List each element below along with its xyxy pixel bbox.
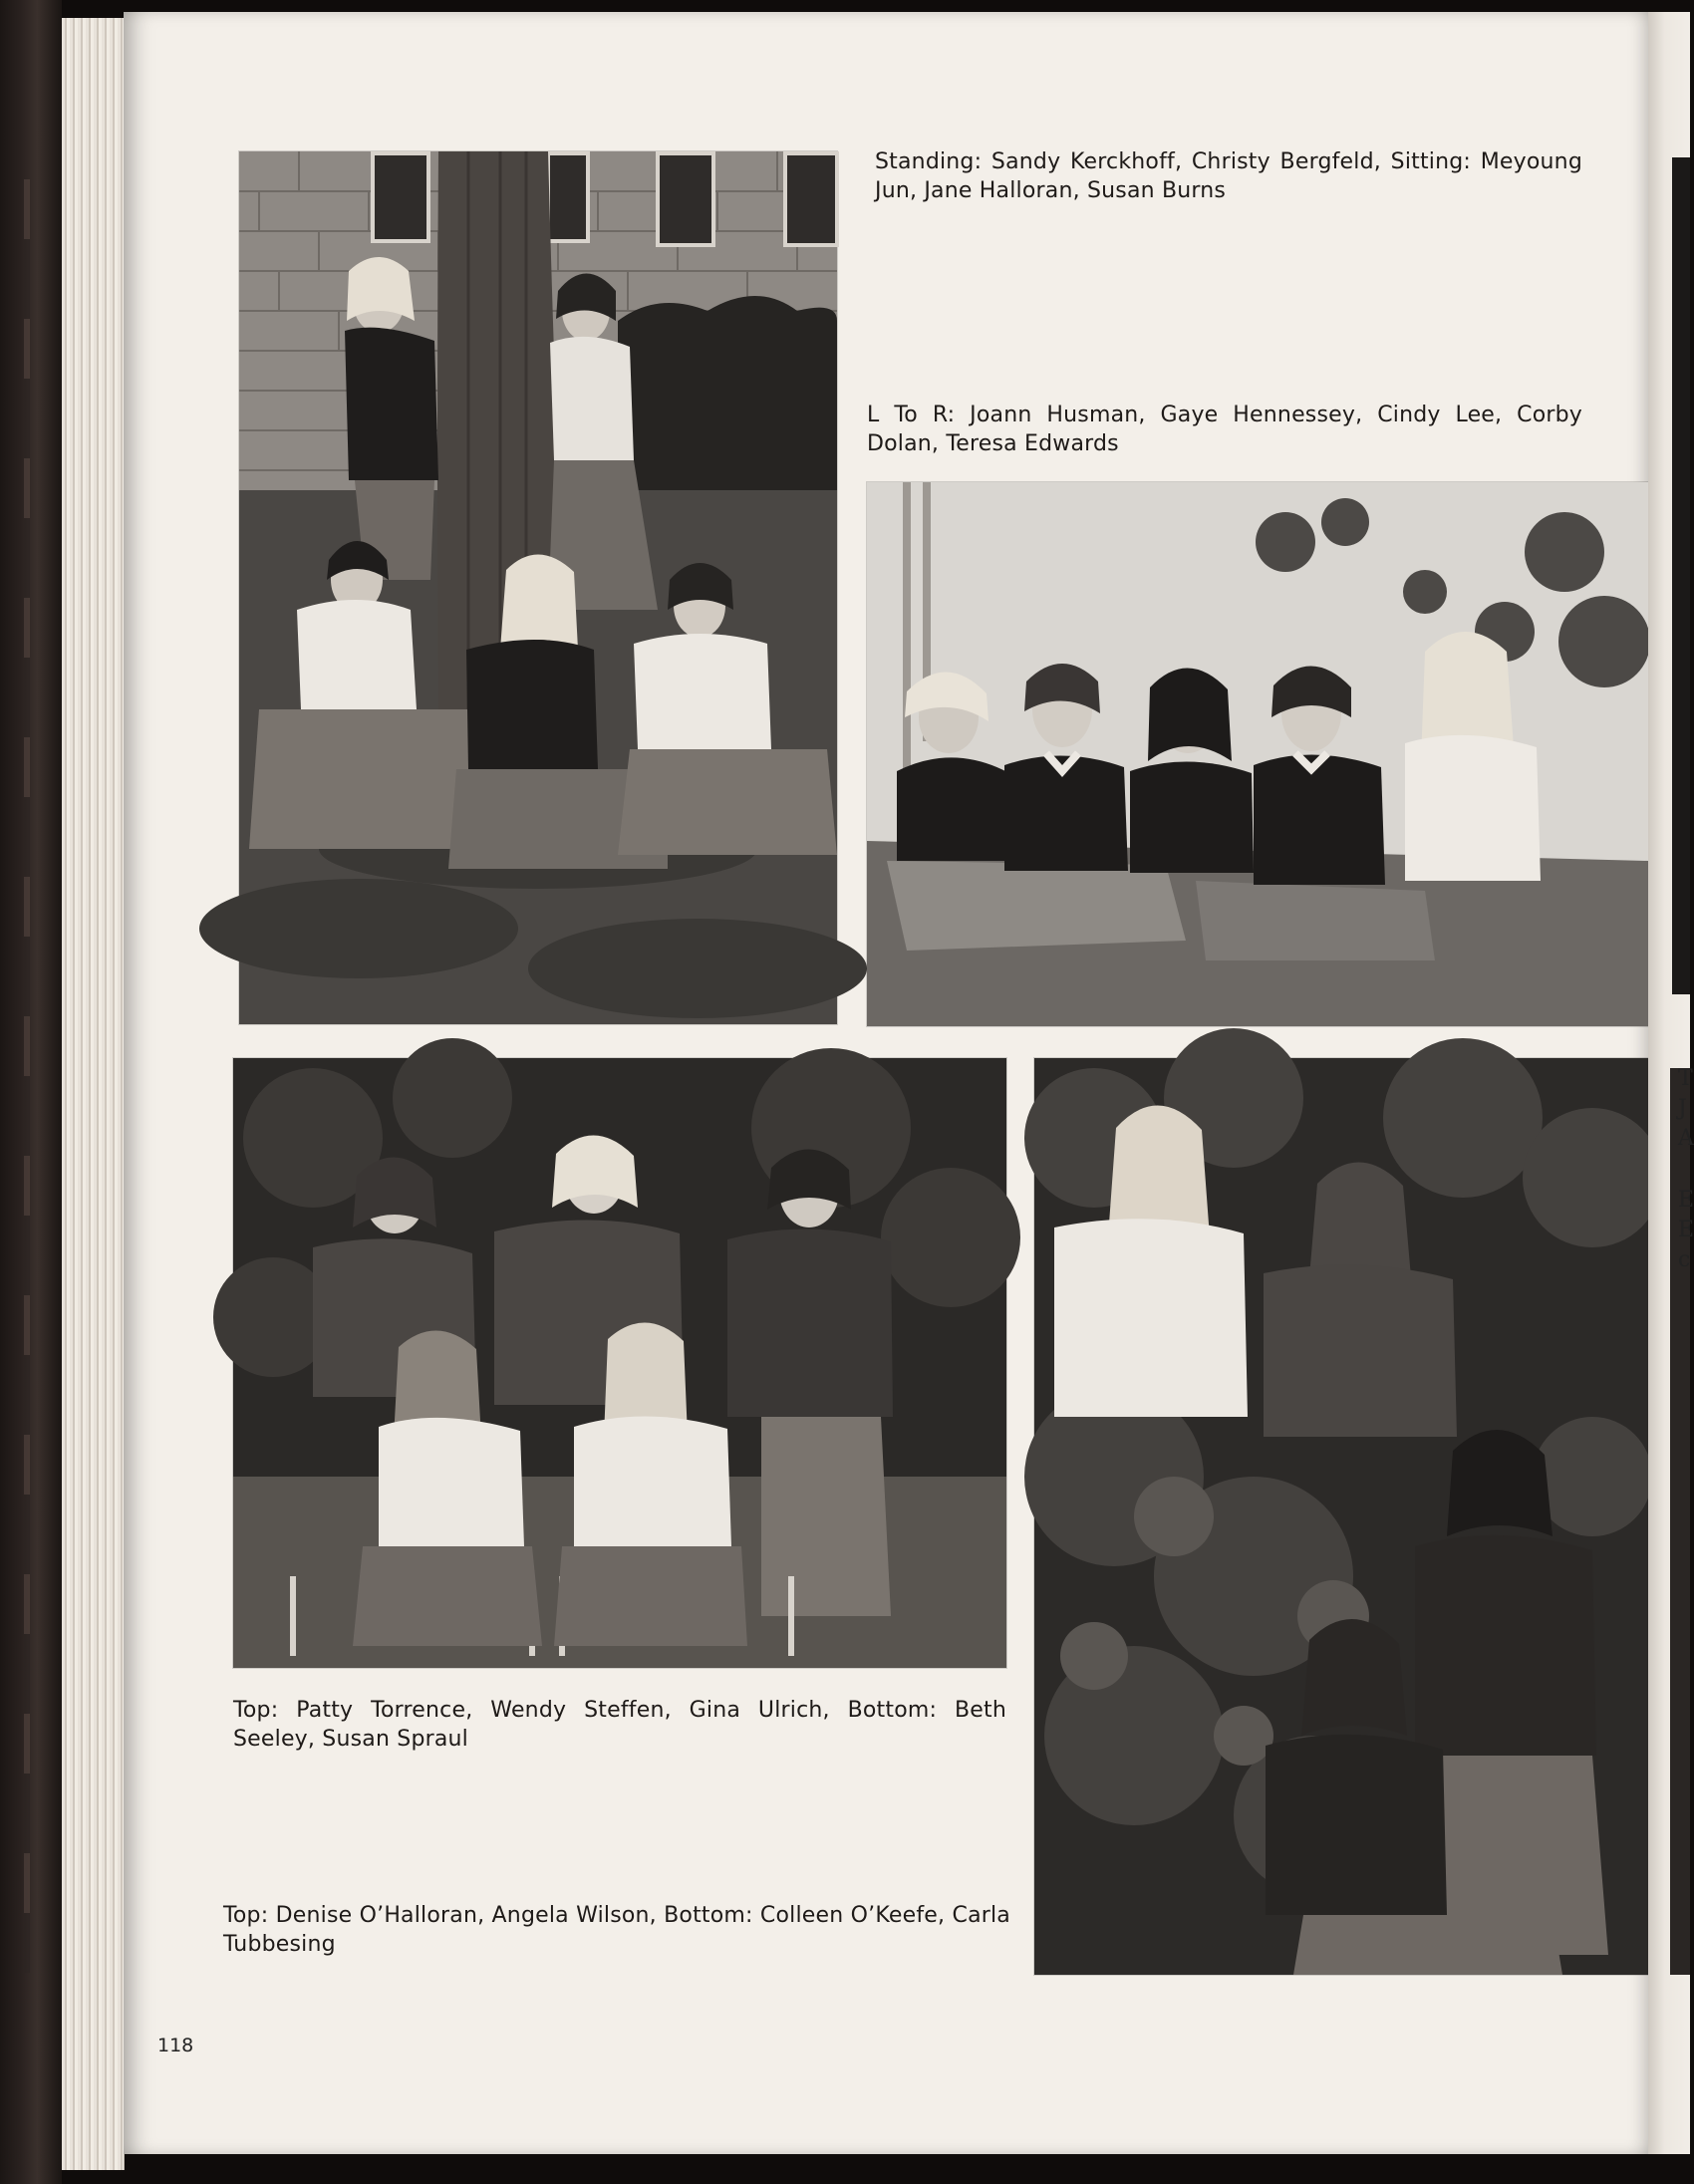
- facing-text-fragment: J: [1678, 1096, 1687, 1121]
- facing-text-fragment: E: [1678, 1188, 1694, 1213]
- facing-text-fragment: E: [1678, 1218, 1694, 1242]
- facing-text-fragment: T: [1678, 1066, 1693, 1091]
- caption-photo-1: Standing: Sandy Kerckhoff, Christy Bergfeld, Sitting: Meyoung Jun, Jane Halloran, Susan Burns: [875, 149, 1582, 203]
- group-photo-wall: [867, 482, 1648, 1026]
- page-edges: [62, 18, 125, 2170]
- facing-text-fragment: c: [1678, 1247, 1691, 1272]
- yearbook-page: [124, 12, 1648, 2154]
- caption-photo-2: L To R: Joann Husman, Gaye Hennessey, Cindy Lee, Corby Dolan, Teresa Edwards: [867, 403, 1582, 456]
- book-spine: [0, 0, 62, 2184]
- group-photo-bushes: [1034, 1058, 1648, 1975]
- facing-text-fragment: A: [1678, 1126, 1694, 1151]
- group-photo-tree: [239, 151, 837, 1024]
- caption-photo-4: Top: Denise O’Halloran, Angela Wilson, Bottom: Colleen O’Keefe, Carla Tubbesing: [223, 1903, 1010, 1957]
- page-number: 118: [157, 2035, 194, 2056]
- facing-page-edge: [1648, 12, 1694, 2154]
- group-photo-chairs: [233, 1058, 1006, 1668]
- facing-photo-edge-top: [1672, 157, 1690, 994]
- caption-photo-3: Top: Patty Torrence, Wendy Steffen, Gina Ulrich, Bottom: Beth Seeley, Susan Spraul: [233, 1698, 1006, 1752]
